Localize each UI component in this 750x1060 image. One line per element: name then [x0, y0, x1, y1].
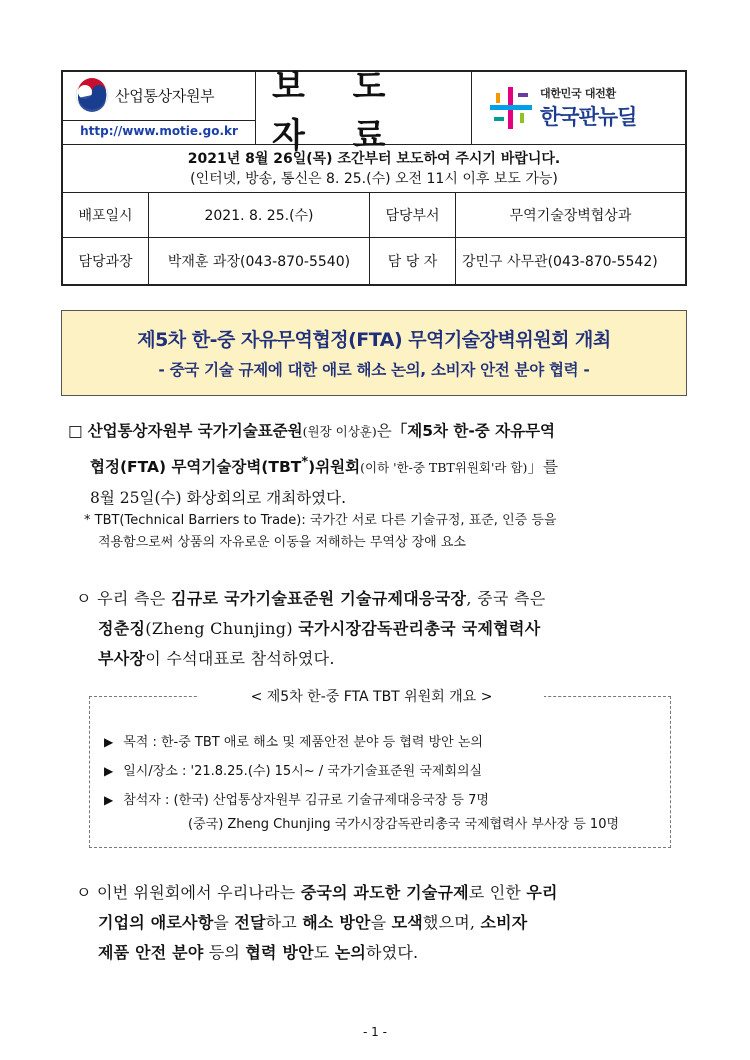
- triangle-arrow-icon: ▶: [104, 793, 114, 807]
- p1-text-g: )위원회: [308, 458, 361, 477]
- release-date-label: 배포일시: [63, 193, 149, 237]
- ministry-cell: [63, 72, 256, 144]
- new-deal-brand: [472, 72, 685, 144]
- paragraph-1: [68, 416, 690, 514]
- triangle-arrow-icon: ▶: [104, 735, 114, 749]
- brand-name: 한국판뉴딜: [540, 105, 637, 129]
- footnote-line-2: 적용함으로써 상품의 자유로운 이동을 저해하는 무역상 장애 요소: [98, 535, 466, 550]
- p3-text-r: 논의: [334, 943, 367, 962]
- header-top-row: [63, 67, 685, 156]
- paragraph-3: [76, 878, 690, 968]
- embargo-notice: [63, 145, 685, 193]
- overview-items: [104, 728, 674, 839]
- headline-subtitle: - 중국 기술 규제에 대한 애로 해소 논의, 소비자 안전 분야 협력 -: [158, 361, 590, 379]
- contact-info-row: [63, 238, 685, 284]
- overview-item-purpose: [104, 728, 674, 757]
- p3-text-o: 등의: [203, 943, 246, 962]
- p3-text-f: 을: [213, 913, 235, 932]
- p1-text-d: 「제5차 한-중 자유무역: [391, 422, 556, 440]
- press-release-title: 보 도 자 료: [256, 72, 472, 144]
- taegeuk-emblem-icon: [75, 78, 109, 112]
- triangle-arrow-icon: ▶: [104, 764, 114, 778]
- p3-text-m: 소비자: [480, 913, 528, 932]
- brand-subtitle: 대한민국 대전환: [540, 87, 616, 100]
- overview-item-1-text: 목적 : 한-중 TBT 애로 해소 및 제품안전 분야 등 협력 방안 논의: [123, 735, 483, 750]
- p3-text-b: 중국의 과도한 기술규제: [300, 883, 469, 902]
- tbt-footnote: [84, 510, 690, 554]
- overview-item-2-text: 일시/장소 : '21.8.25.(수) 15시~ / 국가기술표준원 국제회의실: [123, 764, 483, 779]
- new-deal-logo-icon: [488, 85, 534, 131]
- circle-bullet: ㅇ: [76, 589, 92, 608]
- staff-label: 담 당 자: [370, 238, 456, 284]
- overview-item-3-text: 참석자 : (한국) 산업통상자원부 김규로 기술규제대응국장 등 7명: [123, 793, 489, 808]
- header-table: [61, 67, 687, 286]
- dept-label: 담당부서: [370, 193, 456, 237]
- footnote-line-1: * TBT(Technical Barriers to Trade): 국가간 서로 다른 기술규정, 표준, 인증 등을: [84, 513, 557, 528]
- page-number: - 1 -: [363, 1025, 387, 1039]
- p3-text-e: 기업의 애로사항: [98, 913, 214, 932]
- circle-bullet: ㅇ: [76, 883, 92, 902]
- p2-text-f: 국가시장감독관리총국 국제협력사: [298, 619, 541, 638]
- square-bullet: □: [68, 422, 83, 440]
- p3-text-q: 도: [313, 943, 335, 962]
- p3-text-a: 이번 위원회에서 우리나라는: [96, 883, 301, 902]
- p3-text-c: 로 인한: [468, 883, 527, 902]
- p3-text-j: 을: [370, 913, 392, 932]
- p1-text-h: (이하 '한-중 TBT위원회'라 함): [360, 460, 528, 476]
- ministry-name: 산업통상자원부: [115, 86, 215, 105]
- release-date-value: 2021. 8. 25.(수): [149, 193, 370, 237]
- p2-text-c: , 중국 측은: [466, 589, 546, 608]
- p1-text-e: 협정(FTA) 무역기술장벽(TBT: [90, 458, 302, 477]
- p1-text-b: (원장 이상훈): [302, 424, 377, 439]
- release-info-row: [63, 193, 685, 238]
- p2-text-g: 부사장: [98, 649, 146, 668]
- manager-value: 박재훈 과장(043-870-5540): [149, 238, 370, 284]
- embargo-line-1: 2021년 8월 26일(목) 조간부터 보도하여 주시기 바랍니다.: [187, 151, 561, 167]
- headline-title: 제5차 한-중 자유무역협정(FTA) 무역기술장벽위원회 개최: [137, 329, 611, 351]
- p3-text-p: 협력 방안: [245, 943, 314, 962]
- p3-text-k: 모색: [391, 913, 423, 932]
- p1-text-c: 은: [376, 422, 392, 440]
- overview-title: < 제5차 한-중 FTA TBT 위원회 개요 >: [199, 686, 544, 706]
- staff-value: 강민구 사무관(043-870-5542): [462, 254, 658, 270]
- p1-text-a: 산업통상자원부 국가기술표준원: [87, 422, 303, 440]
- p3-text-g: 전달: [234, 913, 266, 932]
- ministry-url-link[interactable]: http://www.motie.go.kr: [63, 120, 255, 142]
- p3-text-s: 하였다.: [366, 943, 419, 962]
- overview-item-3-cont: (중국) Zheng Chunjing 국가시장감독관리총국 국제협력사 부사장 등 10명: [188, 817, 620, 832]
- p2-text-b: 김규로 국가기술표준원 기술규제대응국장: [170, 589, 467, 608]
- p3-text-d: 우리: [526, 883, 558, 902]
- p1-text-j: 8월 25일(수) 화상회의로 개최하였다.: [90, 489, 347, 508]
- embargo-line-2: (인터넷, 방송, 통신은 8. 25.(수) 오전 11시 이후 보도 가능): [190, 171, 558, 187]
- p3-text-n: 제품 안전 분야: [98, 943, 204, 962]
- p3-text-l: 했으며,: [422, 913, 481, 932]
- overview-item-datetime: [104, 757, 674, 786]
- p2-text-h: 이 수석대표로 참석하였다.: [145, 649, 335, 668]
- paragraph-2: [76, 584, 690, 674]
- p2-text-a: 우리 측은: [97, 589, 171, 608]
- headline-box: [61, 310, 687, 396]
- p2-text-d: 정춘징: [98, 619, 146, 638]
- dept-value: 무역기술장벽협상과: [509, 208, 632, 224]
- p1-text-i: 」를: [527, 458, 558, 477]
- p3-text-i: 해소 방안: [302, 913, 371, 932]
- footnote-mark: *: [301, 455, 309, 470]
- manager-label: 담당과장: [63, 238, 149, 284]
- p3-text-h: 하고: [265, 913, 303, 932]
- p2-text-e: (Zheng Chunjing): [145, 619, 299, 638]
